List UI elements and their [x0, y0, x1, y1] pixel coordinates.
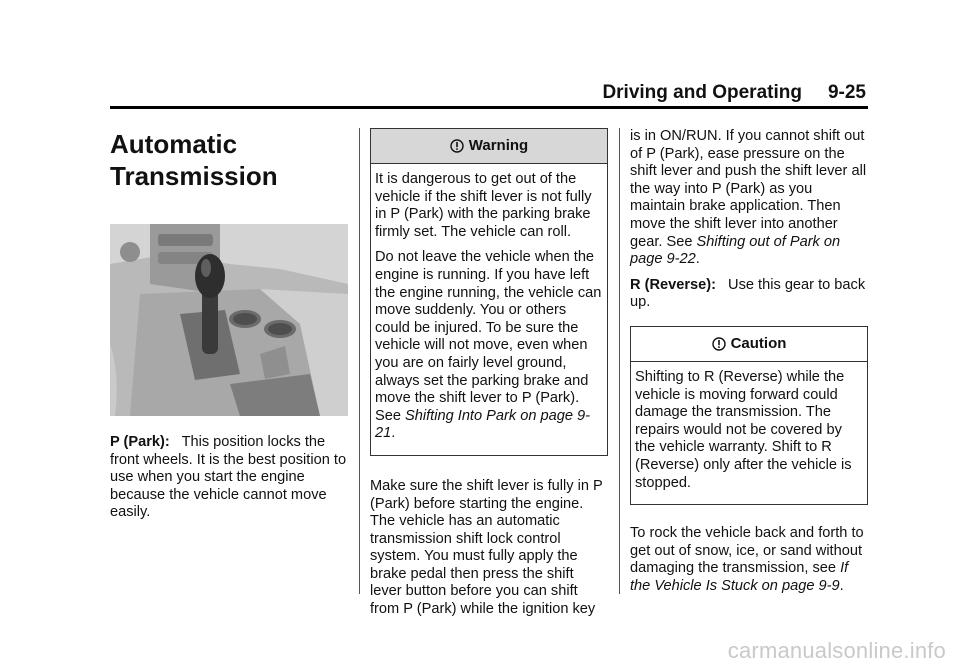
caution-text: Shifting to R (Reverse) while the vehicle is moving forward could damage the transmission. The repairs would not be covered by the vehicle warranty. Shift to R (Reverse) only after the vehicle is stopped.	[635, 368, 852, 491]
shift-out-link: Shifting out of Park on page 9-22	[630, 233, 841, 268]
title-line-1: Automatic	[110, 129, 238, 159]
shift-lever-photo	[110, 224, 348, 416]
caution-header	[631, 327, 867, 362]
section-title: Driving and Operating	[602, 82, 802, 103]
caution-body	[631, 362, 867, 504]
rocking-link: If the Vehicle Is Stuck on page 9-9	[630, 560, 849, 594]
rocking-text: To rock the vehicle back and forth to get out of snow, ice, or sand without damaging the transmission, see	[630, 525, 864, 577]
reverse-label: R (Reverse):	[630, 276, 716, 293]
warning-p2-text: Do not leave the vehicle when the engine is running. If you have left the engine running, the vehicle can move suddenly. You or others could be injured. To be sure the vehicle will not move, even when you are on fairly level ground, always set the parking brake and move the shift lever to P (Park). See	[375, 249, 602, 424]
page-title	[110, 128, 348, 192]
warning-body	[371, 164, 607, 455]
caution-title: Caution	[730, 335, 787, 353]
warning-p2-end: .	[391, 425, 396, 442]
warning-header	[371, 129, 607, 164]
header-text	[602, 82, 866, 104]
column-2	[370, 128, 608, 627]
caution-box	[630, 326, 868, 505]
reverse-paragraph	[630, 277, 868, 312]
page-header	[110, 80, 868, 109]
warning-title: Warning	[468, 137, 529, 155]
warning-icon	[450, 139, 464, 153]
park-label: P (Park):	[110, 434, 170, 450]
warning-paragraph-1: It is dangerous to get out of the vehicle if the shift lever is not fully in P (Park) with the parking brake firmly set. The vehicle can roll.	[375, 171, 592, 240]
warning-paragraph-2	[375, 249, 603, 443]
column-divider-2	[619, 128, 620, 594]
column-divider-1	[359, 128, 360, 594]
shift-out-paragraph	[630, 128, 868, 269]
rocking-end: .	[839, 577, 844, 594]
park-paragraph	[110, 434, 348, 522]
watermark: carmanualsonline.info	[727, 638, 946, 663]
warning-box	[370, 128, 608, 456]
warning-link: Shifting Into Park on page 9-21	[375, 407, 591, 442]
caution-icon	[712, 337, 726, 351]
column-1	[110, 128, 348, 530]
shift-lock-paragraph: Make sure the shift lever is fully in P (Park) before starting the engine. The vehicle has an automatic transmission shift lock control system. You must fully apply the brake pedal then press the shift lever button before you can shift from P (Park) while the ignition key	[370, 477, 603, 618]
title-line-2: Transmission	[110, 161, 278, 191]
rocking-paragraph	[630, 525, 868, 595]
shift-out-text: is in ON/RUN. If you cannot shift out of P (Park), ease pressure on the shift lever and push the shift lever all the way into P (Park) as you maintain brake application. Then move the shift lever into another gear. See	[630, 128, 867, 250]
column-3	[630, 128, 868, 603]
page-number: 9-25	[827, 82, 866, 103]
reverse-text: Use this gear to back up.	[630, 276, 866, 311]
shift-out-end: .	[695, 251, 700, 268]
park-text: This position locks the front wheels. It is the best position to use when you start the engine because the vehicle cannot move easily.	[110, 434, 347, 521]
